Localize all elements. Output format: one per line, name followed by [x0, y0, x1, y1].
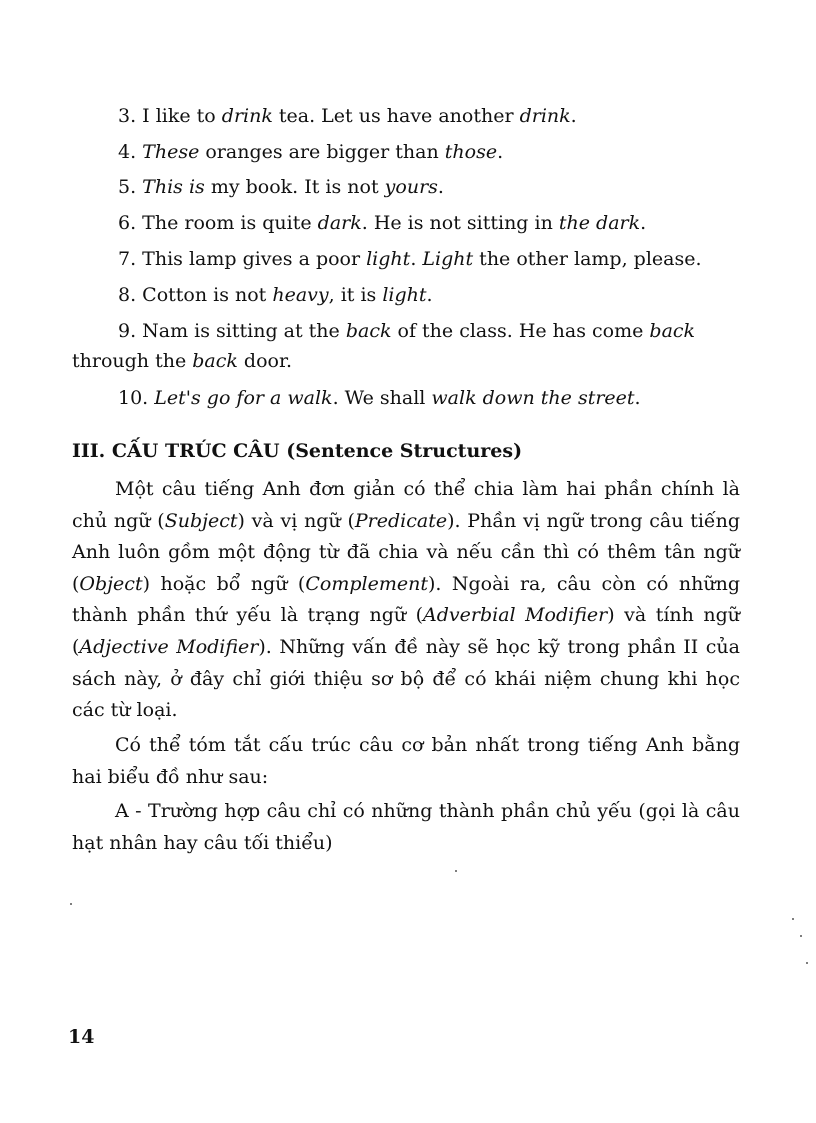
paragraph-text: ). Ngoài ra, câu còn có những thành phần thứ yếu là trạng ngữ (	[72, 572, 740, 627]
example-emphasis: back	[345, 320, 392, 342]
term-italic: Adverbial Modifier	[423, 604, 608, 627]
example-number: 3.	[118, 105, 143, 127]
example-emphasis: walk down the street	[431, 387, 635, 409]
example-text: .	[634, 387, 641, 409]
example-sentence	[118, 139, 503, 165]
example-text: my book. It is not	[204, 176, 385, 198]
paragraph-structure-intro	[72, 474, 740, 727]
section-heading: III. CẤU TRÚC CÂU (Sentence Structures)	[72, 440, 523, 462]
example-text: .	[437, 176, 444, 198]
example-text: .	[410, 248, 423, 270]
example-sentence	[118, 282, 433, 308]
example-sentence	[118, 210, 646, 236]
term-italic: Subject	[164, 509, 238, 532]
example-emphasis: drink	[221, 105, 273, 127]
example-number: 7.	[118, 248, 143, 270]
paragraph-summary: Có thể tóm tắt cấu trúc câu cơ bản nhất trong tiếng Anh bằng hai biểu đồ như sau:	[72, 734, 740, 788]
example-text: Nam is sitting at the	[142, 320, 346, 342]
example-sentence	[118, 246, 702, 272]
example-text: .	[640, 212, 647, 234]
example-sentence	[118, 103, 577, 129]
example-emphasis: light	[382, 284, 427, 306]
example-emphasis: those	[444, 141, 498, 163]
example-text: .	[497, 141, 504, 163]
scan-speck	[806, 962, 808, 964]
example-text: Cotton is not	[142, 284, 273, 306]
example-emphasis: heavy	[272, 284, 329, 306]
example-text: . We shall	[332, 387, 432, 409]
example-sentence	[118, 318, 695, 344]
example-sentence	[72, 348, 292, 374]
example-number: 8.	[118, 284, 143, 306]
example-text: This lamp gives a poor	[142, 248, 367, 270]
paragraph-text: ). Phần vị ngữ trong câu tiếng Anh luôn gồm một động từ đã chia và nếu cần thì có thêm tân ngữ (	[72, 509, 740, 595]
scan-speck	[800, 935, 802, 937]
term-italic: Object	[79, 572, 143, 595]
example-text: oranges are bigger than	[199, 141, 445, 163]
paragraph-case-a: A - Trường hợp câu chỉ có những thành phần chủ yếu (gọi là câu hạt nhân hay câu tối thiểu)	[72, 800, 740, 854]
paragraph-text: ) hoặc bổ ngữ (	[142, 572, 306, 595]
paragraph-text: ) và tính ngữ (	[72, 604, 741, 658]
example-sentence	[118, 385, 641, 411]
paragraph-text: Một câu tiếng Anh đơn giản có thể chia làm hai phần chính là chủ ngữ (	[72, 478, 740, 532]
scan-speck	[792, 918, 794, 920]
example-number: 5.	[118, 176, 143, 198]
example-number: 9.	[118, 320, 143, 342]
example-text: , it is	[328, 284, 383, 306]
example-text: .	[570, 105, 577, 127]
scan-speck	[70, 903, 72, 905]
example-emphasis: back	[192, 350, 238, 372]
term-italic: Complement	[305, 572, 428, 595]
example-sentence	[118, 174, 444, 200]
paragraph-text: ) và vị ngữ (	[237, 509, 355, 532]
example-text: the other lamp, please.	[473, 248, 702, 270]
example-emphasis: the dark	[558, 212, 641, 234]
example-text: . He is not sitting in	[361, 212, 559, 234]
example-text: I like to	[142, 105, 222, 127]
example-emphasis: back	[649, 320, 696, 342]
example-text: .	[426, 284, 433, 306]
example-emphasis: These	[142, 141, 200, 163]
example-emphasis: dark	[317, 212, 362, 234]
example-emphasis: yours	[384, 176, 438, 198]
example-emphasis: drink	[519, 105, 571, 127]
example-emphasis: This is	[142, 176, 205, 198]
scan-speck	[455, 870, 457, 872]
example-text: of the class. He has come	[391, 320, 650, 342]
example-text: through the	[72, 350, 193, 372]
term-italic: Adjective Modifier	[79, 635, 259, 658]
example-text: tea. Let us have another	[272, 105, 520, 127]
example-emphasis: Light	[422, 248, 474, 270]
example-emphasis: light	[366, 248, 411, 270]
example-number: 4.	[118, 141, 143, 163]
paragraph-text: ). Những vấn đề này sẽ học kỹ trong phần II của sách này, ở đây chỉ giới thiệu sơ bộ để có khái niệm chung khi học các từ loại.	[72, 635, 740, 722]
example-number: 10.	[118, 387, 155, 409]
page-number: 14	[68, 1026, 95, 1048]
example-text: door.	[237, 350, 293, 372]
example-emphasis: Let's go for a walk	[154, 387, 333, 409]
term-italic: Predicate	[354, 509, 448, 532]
example-number: 6.	[118, 212, 143, 234]
example-text: The room is quite	[142, 212, 318, 234]
